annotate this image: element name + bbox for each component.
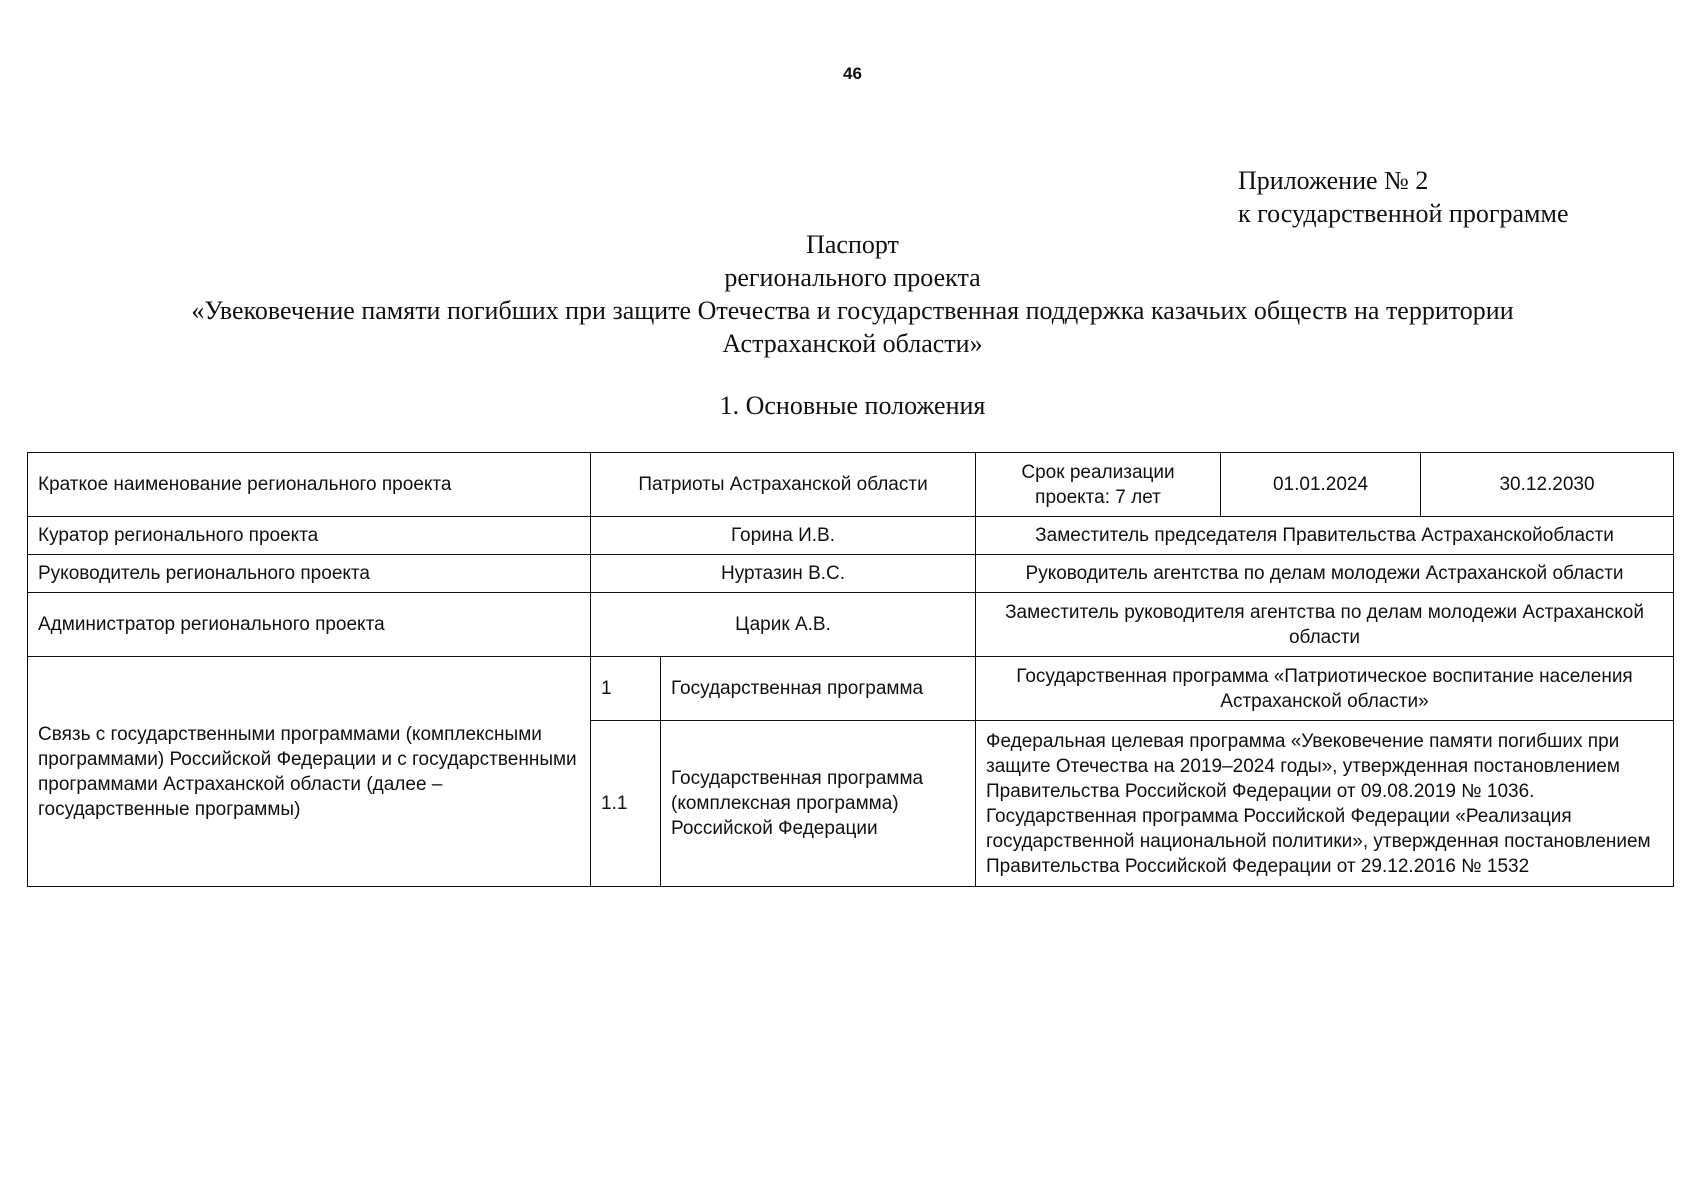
program-number: 1.1: [591, 721, 661, 887]
links-label: Связь с государственными программами (комплексными программами) Российской Федерации и с государственными программами Астраханской области (далее – государственные программы): [28, 657, 591, 887]
head-name: Нуртазин В.С.: [591, 555, 976, 593]
title-line-1: Паспорт: [806, 230, 899, 259]
row-label: Руководитель регионального проекта: [28, 555, 591, 593]
program-description: Государственная программа «Патриотическое воспитание населения Астраханской области»: [976, 657, 1674, 721]
page-number: 46: [843, 64, 862, 83]
end-date: 30.12.2030: [1421, 453, 1674, 517]
project-short-name: Патриоты Астраханской области: [591, 453, 976, 517]
table-row: [28, 453, 1674, 517]
table-row: [28, 657, 1674, 721]
curator-position: Заместитель председателя Правительства Астраханскойобласти: [976, 517, 1674, 555]
table-row: [28, 593, 1674, 657]
program-type: Государственная программа: [661, 657, 976, 721]
appendix-line-2: к государственной программе: [1238, 199, 1569, 228]
appendix-note: [1238, 164, 1569, 230]
title-line-4: Астраханской области»: [722, 329, 983, 358]
document-title: [60, 228, 1645, 360]
program-number: 1: [591, 657, 661, 721]
program-type: Государственная программа (комплексная программа) Российской Федерации: [661, 721, 976, 887]
main-positions-table: [27, 452, 1674, 887]
row-label: Администратор регионального проекта: [28, 593, 591, 657]
row-label: Краткое наименование регионального проекта: [28, 453, 591, 517]
title-line-3: «Увековечение памяти погибших при защите Отечества и государственная поддержка казачьих обществ на территории: [191, 296, 1514, 325]
table-row: [28, 517, 1674, 555]
administrator-position: Заместитель руководителя агентства по делам молодежи Астраханской области: [976, 593, 1674, 657]
start-date: 01.01.2024: [1221, 453, 1421, 517]
section-heading: 1. Основные положения: [719, 391, 986, 420]
title-line-2: регионального проекта: [724, 263, 981, 292]
appendix-line-1: Приложение № 2: [1238, 166, 1429, 195]
curator-name: Горина И.В.: [591, 517, 976, 555]
table-row: [28, 555, 1674, 593]
period-label: Срок реализации проекта: 7 лет: [976, 453, 1221, 517]
head-position: Руководитель агентства по делам молодежи Астраханской области: [976, 555, 1674, 593]
program-description: Федеральная целевая программа «Увековечение памяти погибших при защите Отечества на 2019–2024 годы», утвержденная постановлением Правительства Российской Федерации от 09.08.2019 № 1036. Государственная программа Российской Федерации «Реализация государственной национальной политики», утвержденная постановлением Правительства Российской Федерации от 29.12.2016 № 1532: [976, 721, 1674, 887]
row-label: Куратор регионального проекта: [28, 517, 591, 555]
administrator-name: Царик А.В.: [591, 593, 976, 657]
